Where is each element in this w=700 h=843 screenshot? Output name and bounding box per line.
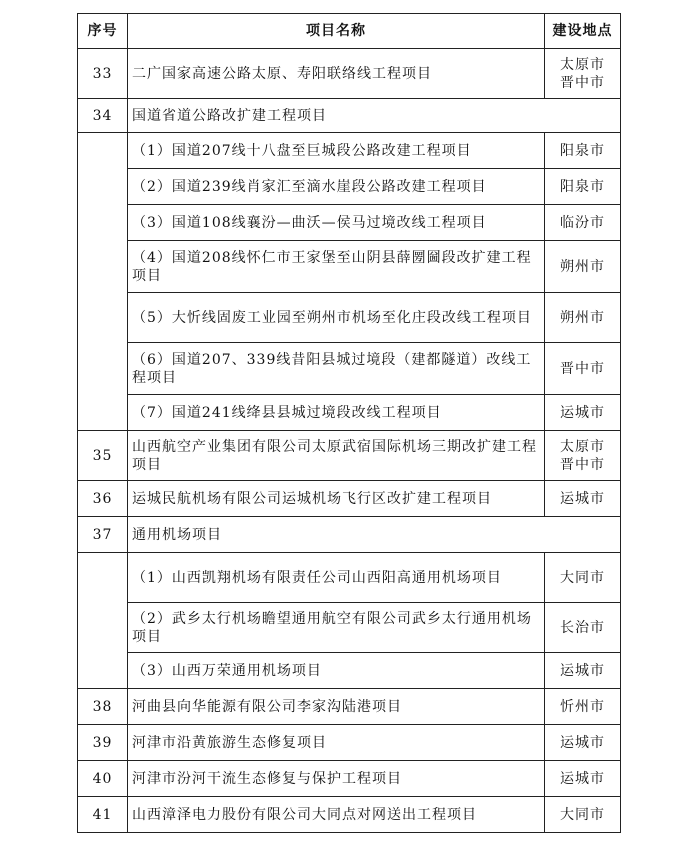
row-no: 37	[78, 517, 128, 553]
row-no: 33	[78, 49, 128, 99]
location-line: 太原市	[560, 438, 605, 455]
row-name: 山西漳泽电力股份有限公司大同点对网送出工程项目	[128, 797, 545, 833]
row-location: 朔州市	[545, 241, 621, 293]
row-name: （3）国道108线襄汾—曲沃—侯马过境改线工程项目	[128, 205, 545, 241]
row-no: 38	[78, 689, 128, 725]
row-no: 39	[78, 725, 128, 761]
row-name: 国道省道公路改扩建工程项目	[128, 99, 621, 133]
table-row	[78, 653, 621, 689]
row-no: 40	[78, 761, 128, 797]
row-name: （1）国道207线十八盘至巨城段公路改建工程项目	[128, 133, 545, 169]
table-row	[78, 725, 621, 761]
row-location: 大同市	[545, 797, 621, 833]
header-location: 建设地点	[545, 14, 621, 49]
table-row	[78, 205, 621, 241]
row-location: 临汾市	[545, 205, 621, 241]
row-location: 晋中市	[545, 343, 621, 395]
header-no: 序号	[78, 14, 128, 49]
row-name: 二广国家高速公路太原、寿阳联络线工程项目	[128, 49, 545, 99]
row-name: 河津市沿黄旅游生态修复项目	[128, 725, 545, 761]
table-row	[78, 431, 621, 481]
row-name: （2）国道239线肖家汇至滴水崖段公路改建工程项目	[128, 169, 545, 205]
row-location: 运城市	[545, 653, 621, 689]
row-name: （2）武乡太行机场瞻望通用航空有限公司武乡太行通用机场项目	[128, 603, 545, 653]
header-row	[78, 14, 621, 49]
table-row	[78, 797, 621, 833]
row-location: 运城市	[545, 761, 621, 797]
table-row	[78, 99, 621, 133]
table-row	[78, 689, 621, 725]
row-name: 山西航空产业集团有限公司太原武宿国际机场三期改扩建工程项目	[128, 431, 545, 481]
location-line: 晋中市	[560, 74, 605, 91]
table-row	[78, 517, 621, 553]
table-row	[78, 553, 621, 603]
row-name: （4）国道208线怀仁市王家堡至山阴县薛圐圙段改扩建工程项目	[128, 241, 545, 293]
row-name: 通用机场项目	[128, 517, 621, 553]
row-location: 运城市	[545, 481, 621, 517]
row-name: 河曲县向华能源有限公司李家沟陆港项目	[128, 689, 545, 725]
location-line: 晋中市	[560, 456, 605, 473]
table-row	[78, 169, 621, 205]
table-row	[78, 761, 621, 797]
table-row	[78, 481, 621, 517]
row-name: （1）山西凯翔机场有限责任公司山西阳高通用机场项目	[128, 553, 545, 603]
row-no: 41	[78, 797, 128, 833]
table-row	[78, 133, 621, 169]
row-no: 35	[78, 431, 128, 481]
row-name: （3）山西万荣通用机场项目	[128, 653, 545, 689]
row-name: （5）大忻线固废工业园至朔州市机场至化庄段改线工程项目	[128, 293, 545, 343]
row-no-empty	[78, 133, 128, 431]
location-line: 太原市	[560, 56, 605, 73]
table-row	[78, 49, 621, 99]
header-name: 项目名称	[128, 14, 545, 49]
row-location	[545, 431, 621, 481]
table-row	[78, 241, 621, 293]
row-location: 运城市	[545, 395, 621, 431]
table-row	[78, 293, 621, 343]
row-location: 阳泉市	[545, 169, 621, 205]
row-location	[545, 49, 621, 99]
row-name: （6）国道207、339线昔阳县城过境段（建都隧道）改线工程项目	[128, 343, 545, 395]
table-row	[78, 603, 621, 653]
row-location: 阳泉市	[545, 133, 621, 169]
row-no-empty	[78, 553, 128, 689]
row-location: 大同市	[545, 553, 621, 603]
row-location: 忻州市	[545, 689, 621, 725]
row-location: 朔州市	[545, 293, 621, 343]
project-table	[77, 13, 621, 833]
row-name: （7）国道241线绛县县城过境段改线工程项目	[128, 395, 545, 431]
row-no: 36	[78, 481, 128, 517]
row-name: 运城民航机场有限公司运城机场飞行区改扩建工程项目	[128, 481, 545, 517]
row-no: 34	[78, 99, 128, 133]
table-row	[78, 395, 621, 431]
row-name: 河津市汾河干流生态修复与保护工程项目	[128, 761, 545, 797]
row-location: 长治市	[545, 603, 621, 653]
row-location: 运城市	[545, 725, 621, 761]
table-row	[78, 343, 621, 395]
